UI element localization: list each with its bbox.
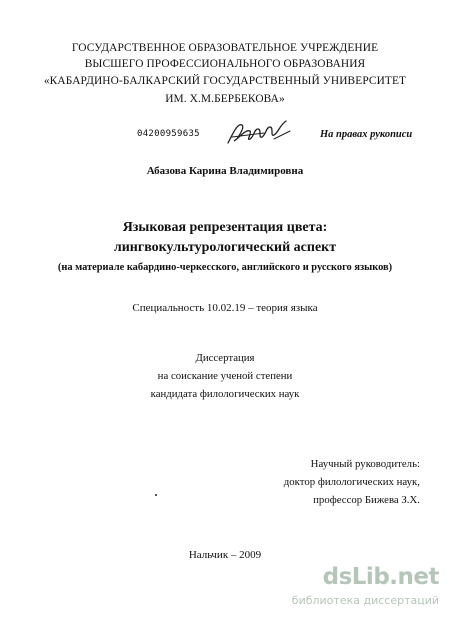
dissertation-line-1: Диссертация	[195, 352, 255, 364]
watermark	[265, 560, 445, 612]
dissertation-line-2: на соискание ученой степени	[157, 370, 293, 382]
watermark-logo: dsLib.net	[322, 564, 439, 590]
catalog-number: 04200959635	[137, 129, 200, 139]
institution-line-3: «КАБАРДИНО-БАЛКАРСКИЙ ГОСУДАРСТВЕННЫЙ УНИВЕРСИТЕТ	[43, 75, 407, 87]
dissertation-line-3: кандидата филологических наук	[150, 388, 300, 400]
institution-line-4: ИМ. Х.М.БЕРБЕКОВА»	[165, 93, 285, 105]
rights-note: На правах рукописи	[320, 129, 413, 140]
specialty: Специальность 10.02.19 – теория языка	[132, 302, 318, 314]
institution-line-1: ГОСУДАРСТВЕННОЕ ОБРАЗОВАТЕЛЬНОЕ УЧРЕЖДЕНИЕ	[71, 42, 379, 54]
title-line-2: лингвокультурологический аспект	[113, 240, 337, 255]
title-subtitle: (на материале кабардино-черкесского, английского и русского языков)	[57, 262, 393, 273]
supervisor-line-2: доктор филологических наук,	[283, 476, 420, 488]
institution-line-2: ВЫСШЕГО ПРОФЕССИОНАЛЬНОГО ОБРАЗОВАНИЯ	[84, 58, 366, 70]
supervisor-line-3: профессор Бижева З.Х.	[313, 494, 420, 506]
title-line-1: Языковая репрезентация цвета:	[122, 220, 328, 235]
handwritten-signature	[224, 117, 294, 149]
author-name: Абазова Карина Владимировна	[146, 165, 304, 177]
supervisor-line-1: Научный руководитель:	[310, 458, 420, 470]
scan-speck	[155, 494, 157, 496]
watermark-tagline: библиотека диссертаций	[291, 594, 439, 607]
city-year: Нальчик – 2009	[188, 549, 262, 561]
